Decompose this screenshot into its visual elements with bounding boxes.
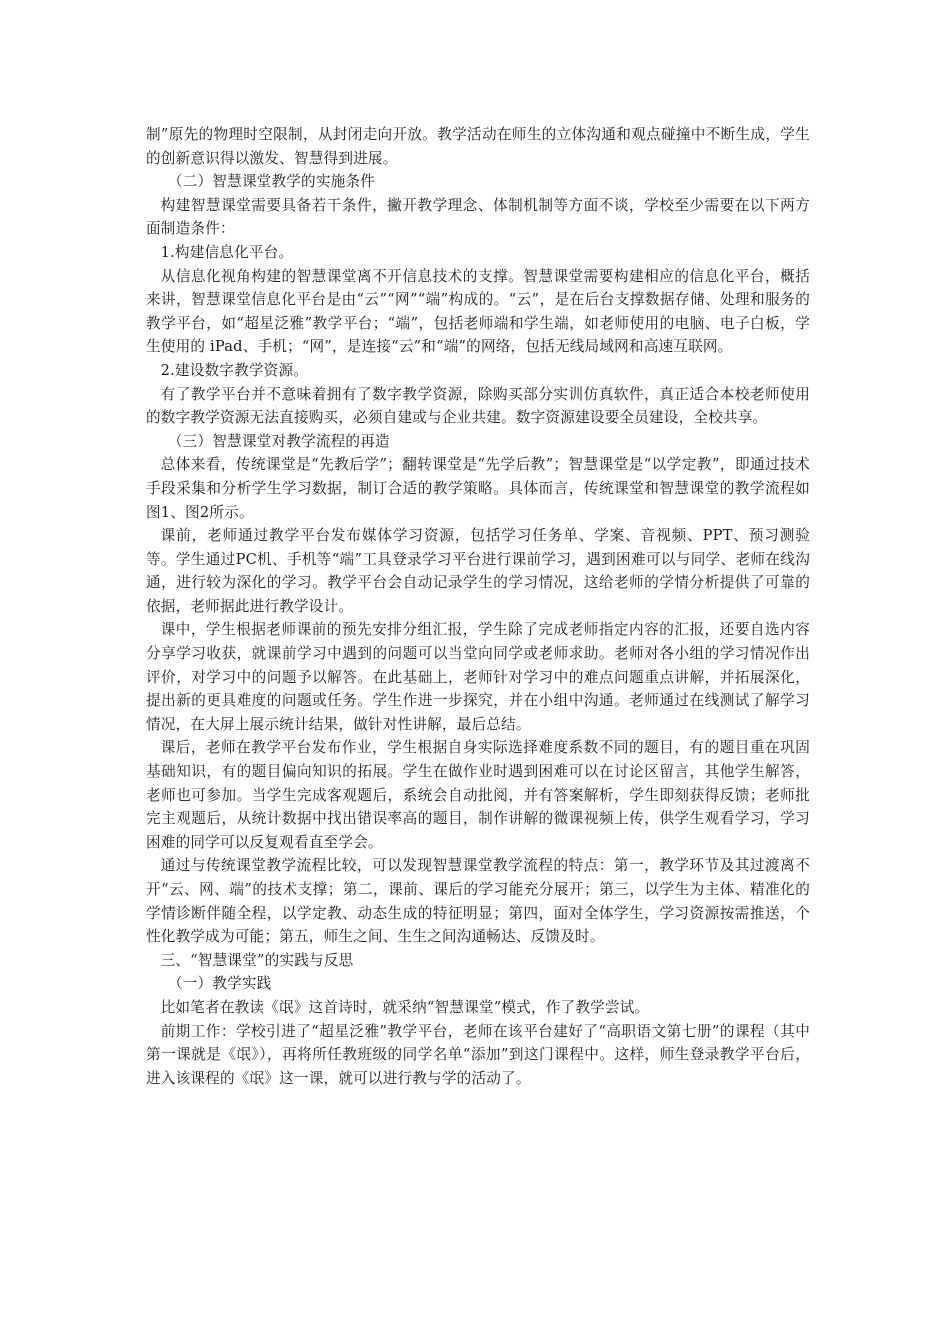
paragraph: 从信息化视角构建的智慧课堂离不开信息技术的支撑。智慧课堂需要构建相应的信息化平台，概括来讲，智慧课堂信息化平台是由“云”“网”“端”构成的。“云”，是在后台支撑数据存储、处理和服务的教学平台，如“超星泛雅”教学平台；“端”，包括老师端和学生端，如老师使用的电脑、电子白板，学生使用的 iPad、手机；“网”，是连接“云”和“端”的网络，包括无线局域网和高速互联网。 xyxy=(146,267,810,356)
paragraph: 构建智慧课堂需要具备若干条件，撇开教学理念、体制机制等方面不谈，学校至少需要在以下两方面制造条件： xyxy=(146,196,810,238)
paragraph: 总体来看，传统课堂是“先教后学”；翻转课堂是“先学后教”；智慧课堂是“以学定教”，即通过技术手段采集和分析学生学习数据，制订合适的教学策略。具体而言，传统课堂和智慧课堂的教学流程如图1、图2所示。 xyxy=(146,456,810,521)
document-body xyxy=(146,123,810,1090)
paragraph: 有了教学平台并不意味着拥有了数字教学资源，除购买部分实训仿真软件，真正适合本校老师使用的数字教学资源无法直接购买，必须自建或与企业共建。数字资源建设要全员建设，全校共享。 xyxy=(146,385,810,427)
section-heading: （二）智慧课堂教学的实施条件 xyxy=(167,173,376,191)
chapter-heading: 三、“智慧课堂”的实践与反思 xyxy=(160,951,354,969)
section-heading: （一）教学实践 xyxy=(167,975,272,993)
paragraph: 比如笔者在教读《氓》这首诗时，就采纳“智慧课堂”模式，作了教学尝试。 xyxy=(160,998,650,1016)
list-heading: 1.构建信息化平台。 xyxy=(160,243,294,261)
paragraph: 课后，老师在教学平台发布作业，学生根据自身实际选择难度系数不同的题目，有的题目重在巩固基础知识，有的题目偏向知识的拓展。学生在做作业时遇到困难可以在讨论区留言，其他学生解答，老师也可参加。当学生完成客观题后，系统会自动批阅，并有答案解析，学生即刻获得反馈；老师批完主观题后，从统计数据中找出错误率高的题目，制作讲解的微课视频上传，供学生观看学习，学习困难的同学可以反复观看直至学会。 xyxy=(146,739,810,851)
paragraph: 通过与传统课堂教学流程比较，可以发现智慧课堂教学流程的特点：第一，教学环节及其过渡离不开“云、网、端”的技术支撑；第二，课前、课后的学习能充分展开；第三，以学生为主体、精准化的学情诊断伴随全程，以学定教、动态生成的特征明显；第四，面对全体学生，学习资源按需推送，个性化教学成为可能；第五，师生之间、生生之间沟通畅达、反馈及时。 xyxy=(146,857,810,946)
paragraph: 制”原先的物理时空限制，从封闭走向开放。教学活动在师生的立体沟通和观点碰撞中不断生成，学生的创新意识得以激发、智慧得到进展。 xyxy=(146,126,810,167)
section-heading: （三）智慧课堂对教学流程的再造 xyxy=(167,432,390,450)
list-heading: 2.建设数字教学资源。 xyxy=(160,361,309,379)
paragraph: 课中，学生根据老师课前的预先安排分组汇报，学生除了完成老师指定内容的汇报，还要自选内容分享学习收获，就课前学习中遇到的问题可以当堂向同学或老师求助。老师对各小组的学习情况作出评价，对学习中的问题予以解答。在此基础上，老师针对学习中的难点问题重点讲解，并拓展深化，提出新的更具难度的问题或任务。学生作进一步探究，并在小组中沟通。老师通过在线测试了解学习情况，在大屏上展示统计结果，做针对性讲解，最后总结。 xyxy=(146,621,810,733)
paragraph: 前期工作：学校引进了“超星泛雅”教学平台，老师在该平台建好了“高职语文第七册”的课程（其中第一课就是《氓》），再将所任教班级的同学名单“添加”到这门课程中。这样，师生登录教学平台后，进入该课程的《氓》这一课，就可以进行教与学的活动了。 xyxy=(146,1022,810,1087)
paragraph: 课前，老师通过教学平台发布媒体学习资源，包括学习任务单、学案、音视频、PPT、预习测验等。学生通过PC机、手机等“端”工具登录学习平台进行课前学习，遇到困难可以与同学、老师在线沟通，进行较为深化的学习。教学平台会自动记录学生的学习情况，这给老师的学情分析提供了可靠的依据，老师据此进行教学设计。 xyxy=(146,527,810,615)
